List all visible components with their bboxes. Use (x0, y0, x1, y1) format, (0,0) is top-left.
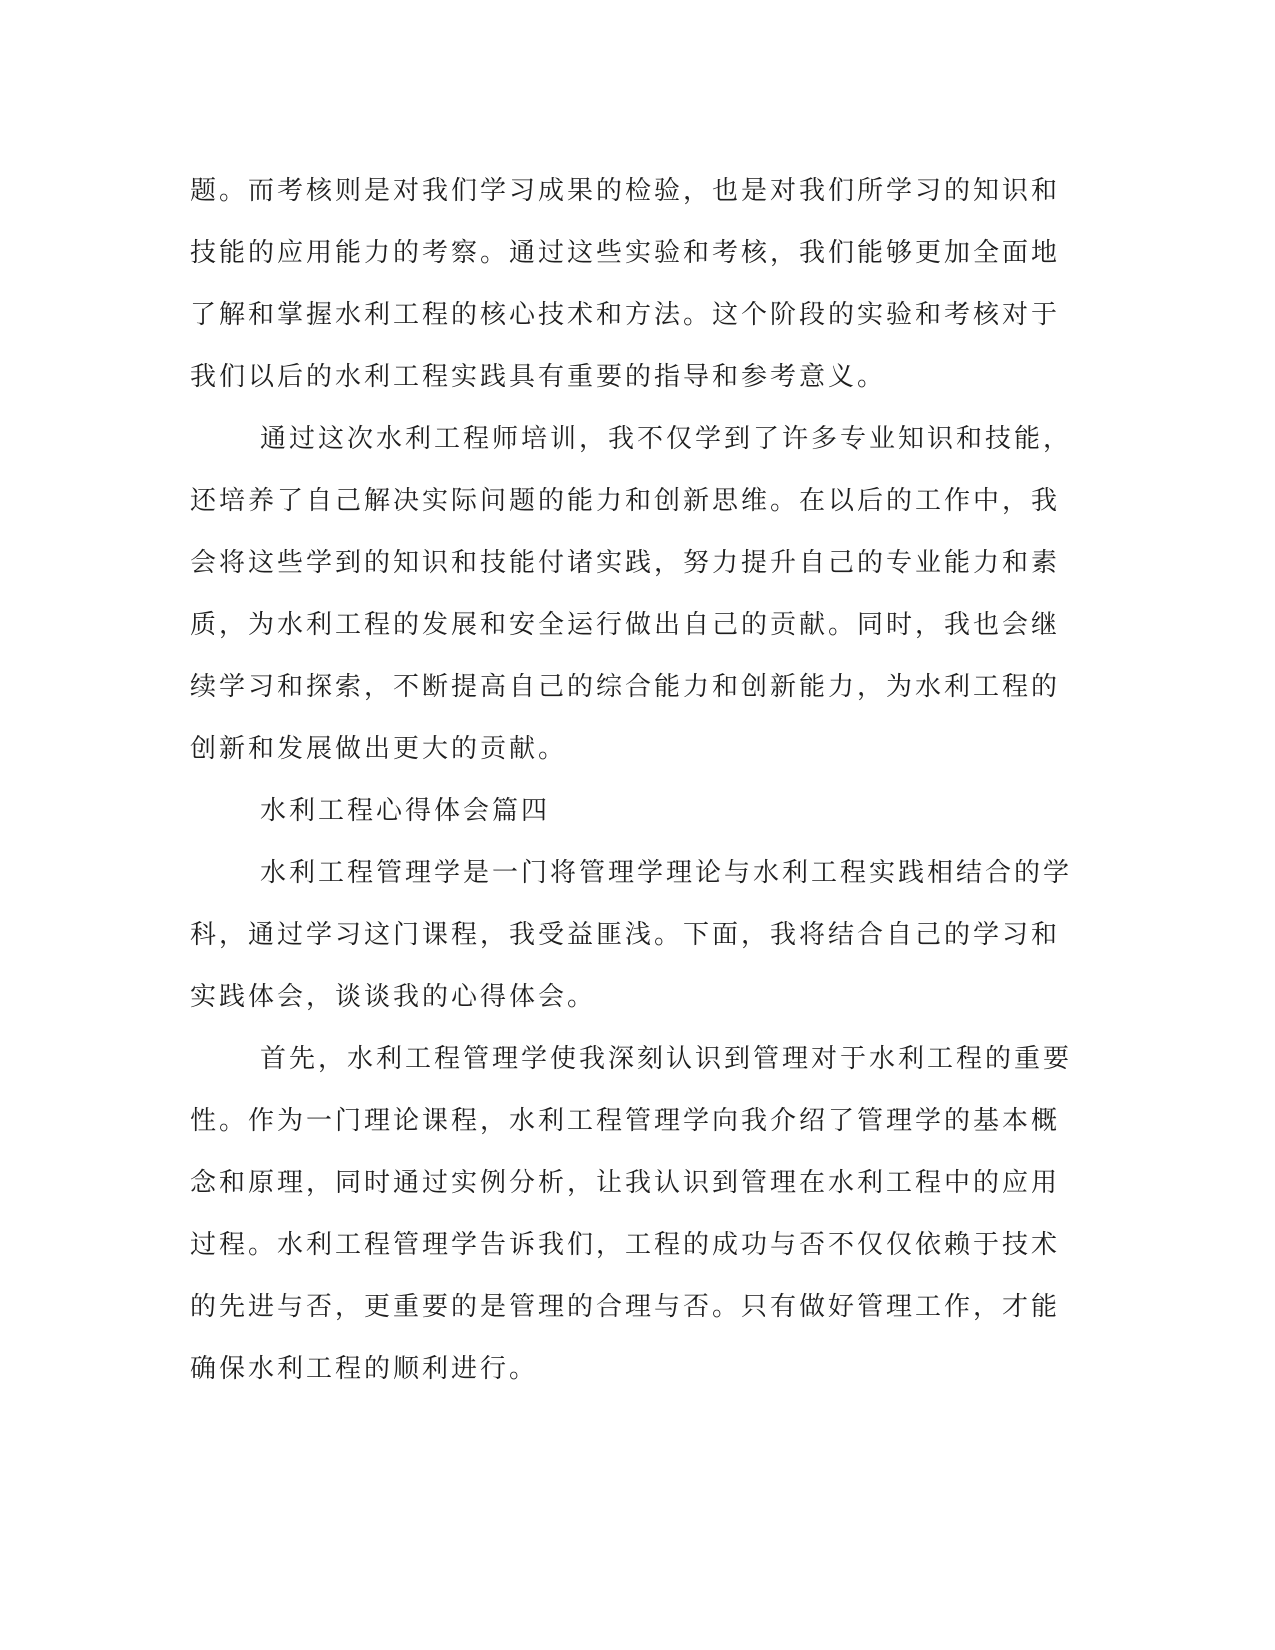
body-text (190, 160, 1090, 1400)
text-line: 实践体会，谈谈我的心得体会。 (190, 982, 597, 1012)
text-line: 念和原理，同时通过实例分析，让我认识到管理在水利工程中的应用 (190, 1168, 1061, 1198)
text-line: 性。作为一门理论课程，水利工程管理学向我介绍了管理学的基本概 (190, 1106, 1061, 1136)
section-heading: 水利工程心得体会篇四 (260, 796, 551, 826)
text-line: 续学习和探索，不断提高自己的综合能力和创新能力，为水利工程的 (190, 672, 1061, 702)
text-line: 创新和发展做出更大的贡献。 (190, 734, 568, 764)
text-line: 质，为水利工程的发展和安全运行做出自己的贡献。同时，我也会继 (190, 610, 1061, 640)
text-line: 题。而考核则是对我们学习成果的检验，也是对我们所学习的知识和 (190, 176, 1061, 206)
text-line: 技能的应用能力的考察。通过这些实验和考核，我们能够更加全面地 (190, 238, 1061, 268)
text-line: 会将这些学到的知识和技能付诸实践，努力提升自己的专业能力和素 (190, 548, 1061, 578)
text-line: 通过这次水利工程师培训，我不仅学到了许多专业知识和技能， (260, 424, 1073, 454)
text-line: 确保水利工程的顺利进行。 (190, 1354, 539, 1384)
text-line: 水利工程管理学是一门将管理学理论与水利工程实践相结合的学 (260, 858, 1073, 888)
text-line: 首先，水利工程管理学使我深刻认识到管理对于水利工程的重要 (260, 1044, 1073, 1074)
text-line: 还培养了自己解决实际问题的能力和创新思维。在以后的工作中，我 (190, 486, 1061, 516)
text-line: 了解和掌握水利工程的核心技术和方法。这个阶段的实验和考核对于 (190, 300, 1061, 330)
text-line: 过程。水利工程管理学告诉我们，工程的成功与否不仅仅依赖于技术 (190, 1230, 1061, 1260)
text-line: 科，通过学习这门课程，我受益匪浅。下面，我将结合自己的学习和 (190, 920, 1061, 950)
text-line: 我们以后的水利工程实践具有重要的指导和参考意义。 (190, 362, 887, 392)
text-line: 的先进与否，更重要的是管理的合理与否。只有做好管理工作，才能 (190, 1292, 1061, 1322)
